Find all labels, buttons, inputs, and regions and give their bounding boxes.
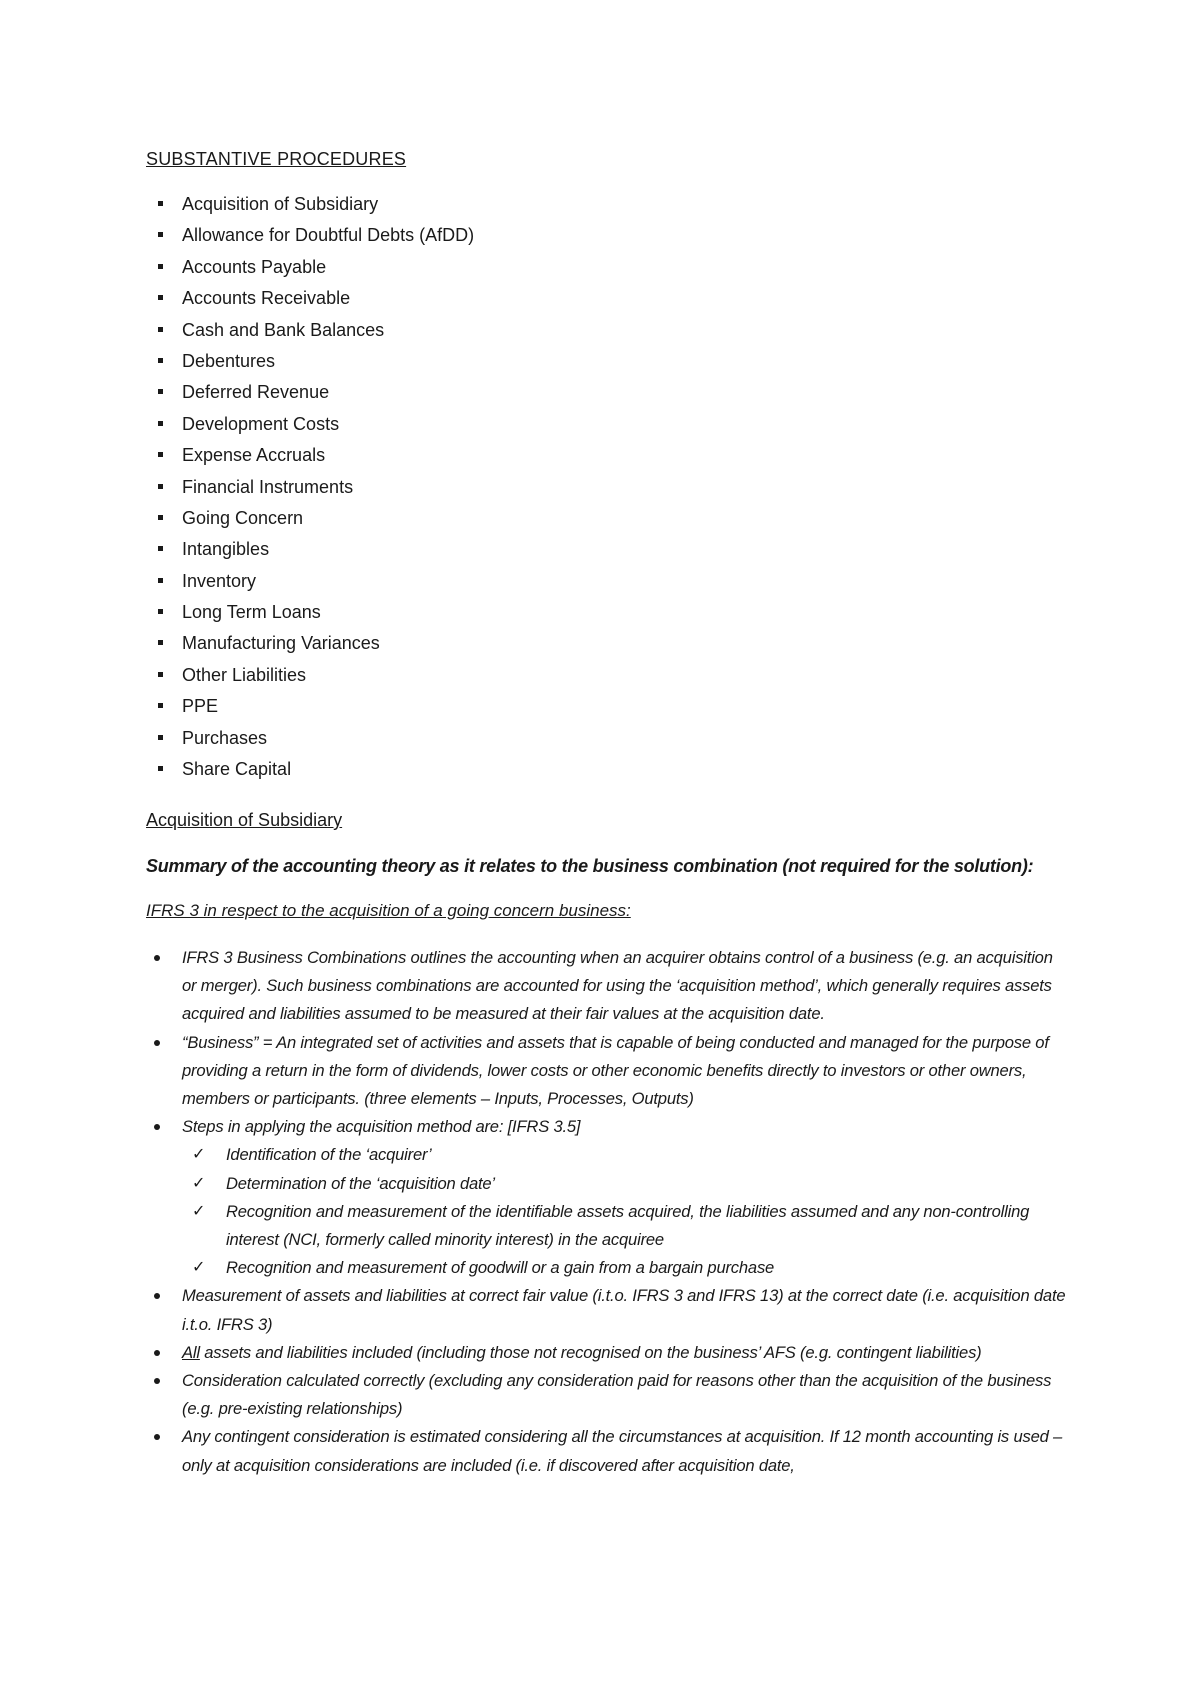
checklist-item: ✓ Recognition and measurement of the identifiable assets acquired, the liabilities assumed and any non-controlling interest (NCI, formerly called minority interest) in the acquiree: [182, 1198, 1066, 1254]
list-item: Cash and Bank Balances: [146, 319, 474, 350]
checklist-item: ✓ Recognition and measurement of goodwill or a gain from a bargain purchase: [182, 1254, 1066, 1282]
list-item: Purchases: [146, 727, 474, 758]
list-item: Allowance for Doubtful Debts (AfDD): [146, 224, 474, 255]
bullet-icon: [154, 1124, 160, 1130]
bullet-icon: [154, 955, 160, 961]
list-item: Consideration calculated correctly (excluding any consideration paid for reasons other than the acquisition of the business (e.g. pre-existing relationships): [146, 1367, 1066, 1423]
square-bullet-icon: [158, 389, 163, 394]
section-heading: Acquisition of Subsidiary: [146, 810, 343, 830]
bullet-icon: [154, 1378, 160, 1384]
square-bullet-icon: [158, 703, 163, 708]
list-item: All assets and liabilities included (including those not recognised on the business’ AFS (e.g. contingent liabilities): [146, 1339, 1066, 1367]
page-title: SUBSTANTIVE PROCEDURES: [146, 149, 407, 169]
list-item: “Business” = An integrated set of activities and assets that is capable of being conducted and managed for the purpose of providing a return in the form of dividends, lower costs or other economic benefits directly to investors or other owners, members or participants. (three elements – Inputs, Processes, Outputs): [146, 1029, 1066, 1114]
square-bullet-icon: [158, 640, 163, 645]
checkmark-icon: ✓: [192, 1146, 206, 1164]
list-item: Share Capital: [146, 758, 474, 789]
square-bullet-icon: [158, 295, 163, 300]
list-item: Deferred Revenue: [146, 381, 474, 412]
square-bullet-icon: [158, 452, 163, 457]
square-bullet-icon: [158, 421, 163, 426]
list-item: Expense Accruals: [146, 444, 474, 475]
checklist-item: ✓ Determination of the ‘acquisition date’: [182, 1170, 1066, 1198]
list-item: Intangibles: [146, 538, 474, 569]
list-item: Any contingent consideration is estimated considering all the circumstances at acquisition. If 12 month accounting is used – only at acquisition considerations are included (i.e. if discovered after acquisition date,: [146, 1423, 1066, 1479]
square-bullet-icon: [158, 201, 163, 206]
square-bullet-icon: [158, 264, 163, 269]
square-bullet-icon: [158, 672, 163, 677]
steps-checklist: [182, 1141, 1066, 1282]
square-bullet-icon: [158, 609, 163, 614]
square-bullet-icon: [158, 515, 163, 520]
list-item: Manufacturing Variances: [146, 632, 474, 663]
checkmark-icon: ✓: [192, 1202, 206, 1220]
procedures-list: [146, 193, 474, 789]
list-item: Development Costs: [146, 413, 474, 444]
ifrs-bullet-list: [146, 944, 1066, 1480]
square-bullet-icon: [158, 546, 163, 551]
list-item: Financial Instruments: [146, 476, 474, 507]
list-item: Measurement of assets and liabilities at correct fair value (i.t.o. IFRS 3 and IFRS 13) at the correct date (i.e. acquisition date i.t.o. IFRS 3): [146, 1282, 1066, 1338]
list-item: Steps in applying the acquisition method are: [IFRS 3.5] ✓ Identification of the ‘acquirer’ ✓ Determination of the ‘acquisition date’ ✓ Recognition and measurement of the identifiable assets acquired, the liabilities assumed and any non-controlling interest (NCI, formerly called minority interest) in the acquiree ✓ Recognition and measurement of goodwill or a gain from a bargain purchase: [146, 1113, 1066, 1282]
list-item: Debentures: [146, 350, 474, 381]
checkmark-icon: ✓: [192, 1174, 206, 1192]
checklist-item: ✓ Identification of the ‘acquirer’: [182, 1141, 1066, 1169]
bullet-icon: [154, 1350, 160, 1356]
square-bullet-icon: [158, 358, 163, 363]
ifrs-subheading: IFRS 3 in respect to the acquisition of a going concern business:: [146, 901, 631, 920]
list-item: Accounts Payable: [146, 256, 474, 287]
list-item: Acquisition of Subsidiary: [146, 193, 474, 224]
checkmark-icon: ✓: [192, 1259, 206, 1277]
square-bullet-icon: [158, 327, 163, 332]
list-item: Inventory: [146, 570, 474, 601]
list-item: Accounts Receivable: [146, 287, 474, 318]
square-bullet-icon: [158, 484, 163, 489]
bullet-icon: [154, 1040, 160, 1046]
list-item: IFRS 3 Business Combinations outlines the accounting when an acquirer obtains control of a business (e.g. an acquisition or merger). Such business combinations are accounted for using the ‘acquisition method’, which generally requires assets acquired and liabilities assumed to be measured at their fair values at the acquisition date.: [146, 944, 1066, 1029]
square-bullet-icon: [158, 766, 163, 771]
square-bullet-icon: [158, 232, 163, 237]
square-bullet-icon: [158, 578, 163, 583]
square-bullet-icon: [158, 735, 163, 740]
list-item: Other Liabilities: [146, 664, 474, 695]
list-item: PPE: [146, 695, 474, 726]
bullet-icon: [154, 1293, 160, 1299]
summary-heading: Summary of the accounting theory as it relates to the business combination (not required for the solution):: [146, 856, 1034, 876]
emphasis-all: All: [182, 1342, 200, 1362]
list-item: Going Concern: [146, 507, 474, 538]
list-item: Long Term Loans: [146, 601, 474, 632]
bullet-icon: [154, 1434, 160, 1440]
